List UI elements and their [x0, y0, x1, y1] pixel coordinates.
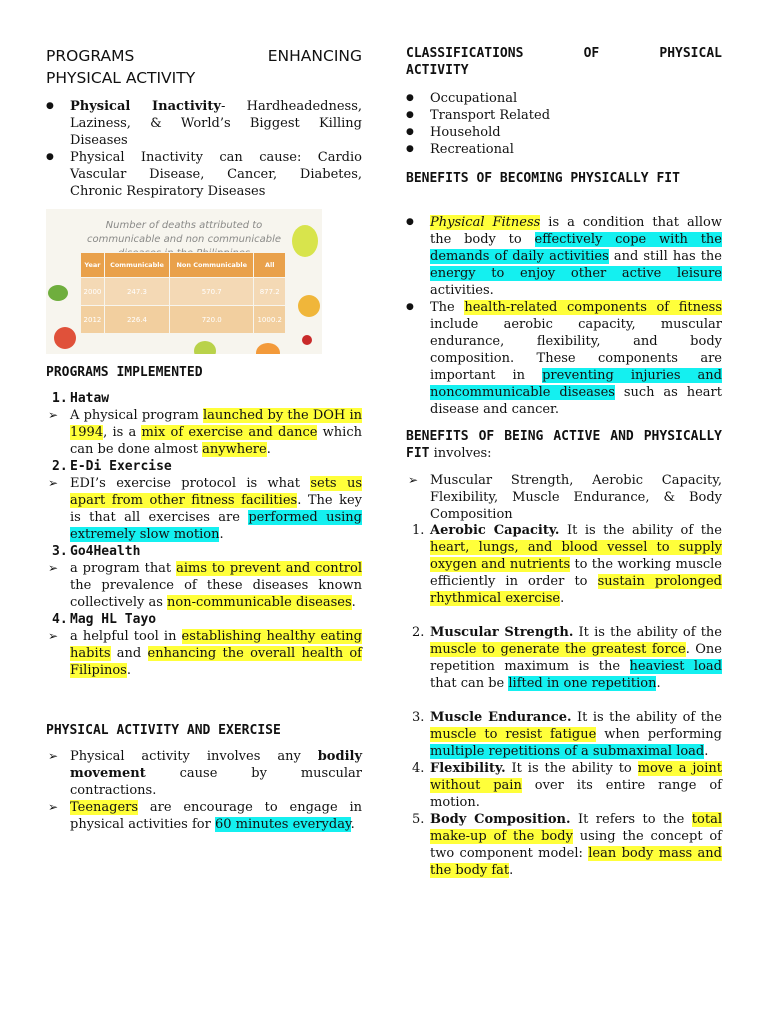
list-item: ● The health-related components of fitness include aerobic capacity, muscular endurance, flexibility, and body composition. These components are important in preventing injuries and noncommunicable diseases such as heart disease and cancer. — [406, 299, 722, 418]
list-item: ➢ A physical program launched by the DOH in 1994, is a mix of exercise and dance which can be done almost anywhere. — [46, 407, 362, 458]
list-item: 5. Body Composition. It refers to the total make-up of the body using the concept of two component model: lean body mass and the body fat. — [412, 812, 722, 878]
deaths-table: Year Communicable Non Communicable All 2000 247.3 570.7 877.2 2012 226.4 720.0 1000.2 — [80, 252, 286, 334]
apple-icon — [54, 327, 76, 349]
list-item: ● Physical Inactivity can cause: Cardio Vascular Disease, Cancer, Diabetes, Chronic Respiratory Diseases — [46, 149, 362, 200]
melon-icon — [256, 343, 280, 354]
programs-heading: PROGRAMS IMPLEMENTED — [46, 365, 203, 380]
list-item: ● Household — [406, 124, 722, 141]
program-go4health-title: 3. Go4Health — [52, 544, 141, 559]
involves-list — [406, 472, 722, 523]
cherry-icon — [302, 335, 312, 345]
list-item: ● Physical Fitness is a condition that allow the body to effectively cope with the demands of daily activities and still has the energy to enjoy other active leisure activities. — [406, 214, 722, 299]
list-item: ● Physical Inactivity- Hardheadedness, Laziness, & World’s Biggest Killing Diseases — [46, 98, 362, 149]
page-title: PROGRAMS ENHANCING PHYSICAL ACTIVITY — [46, 47, 362, 87]
classifications-heading: CLASSIFICATIONS OF PHYSICAL ACTIVITY — [406, 46, 722, 78]
programs-list — [46, 390, 362, 679]
pear-icon — [194, 341, 216, 354]
deaths-infographic — [46, 209, 322, 354]
list-item: ● Recreational — [406, 141, 722, 158]
list-item: 4. Flexibility. It is the ability to move a joint without pain over its entire range of motion. — [412, 761, 722, 810]
classifications-list — [406, 90, 722, 158]
components-list — [406, 522, 722, 879]
physical-activity-list — [46, 748, 362, 833]
benefits-list — [406, 214, 722, 418]
table-row: 2012 226.4 720.0 1000.2 — [81, 306, 286, 334]
program-maghltayo-title: 4. Mag HL Tayo — [52, 612, 157, 627]
list-item: ● Occupational — [406, 90, 722, 107]
leaf-icon — [48, 285, 68, 301]
list-item: ➢ a helpful tool in establishing healthy eating habits and enhancing the overall health of Filipinos. — [46, 628, 362, 679]
active-heading: BENEFITS OF BEING ACTIVE AND PHYSICALLY FIT involves: — [406, 429, 722, 461]
orange-icon — [298, 295, 320, 317]
lemon-icon — [292, 225, 318, 257]
inactivity-list — [46, 98, 362, 200]
physical-activity-heading: PHYSICAL ACTIVITY AND EXERCISE — [46, 723, 281, 738]
program-edi-title: 2. E-Di Exercise — [52, 459, 172, 474]
program-hataw-title: 1. Hataw — [52, 391, 110, 406]
list-item: 3. Muscle Endurance. It is the ability of the muscle to resist fatigue when performing multiple repetitions of a submaximal load. — [412, 710, 722, 759]
list-item: ➢ Physical activity involves any bodily movement cause by muscular contractions. — [46, 748, 362, 799]
list-item: 1. Aerobic Capacity. It is the ability of the heart, lungs, and blood vessel to supply oxygen and nutrients to the working muscle efficiently in order to sustain prolonged rhythmical exercise. — [412, 523, 723, 606]
list-item: ➢ EDI’s exercise protocol is what sets us apart from other fitness facilities. The key is that all exercises are performed using extremely slow motion. — [46, 475, 362, 543]
table-row: 2000 247.3 570.7 877.2 — [81, 278, 286, 306]
list-item: ➢ a program that aims to prevent and control the prevalence of these diseases known collectively as non-communicable diseases. — [46, 560, 362, 611]
benefits-heading: BENEFITS OF BECOMING PHYSICALLY FIT — [406, 171, 680, 186]
list-item: ● Transport Related — [406, 107, 722, 124]
list-item: ➢ Teenagers are encourage to engage in physical activities for 60 minutes everyday. — [46, 799, 362, 833]
list-item: ➢ Muscular Strength, Aerobic Capacity, Flexibility, Muscle Endurance, & Body Composition — [406, 472, 722, 523]
list-item: 2. Muscular Strength. It is the ability of the muscle to generate the greatest force. One repetition maximum is the heaviest load that can be lifted in one repetition. — [412, 625, 722, 691]
infographic-caption: Number of deaths attributed to communicable and non communicable — [86, 220, 282, 245]
